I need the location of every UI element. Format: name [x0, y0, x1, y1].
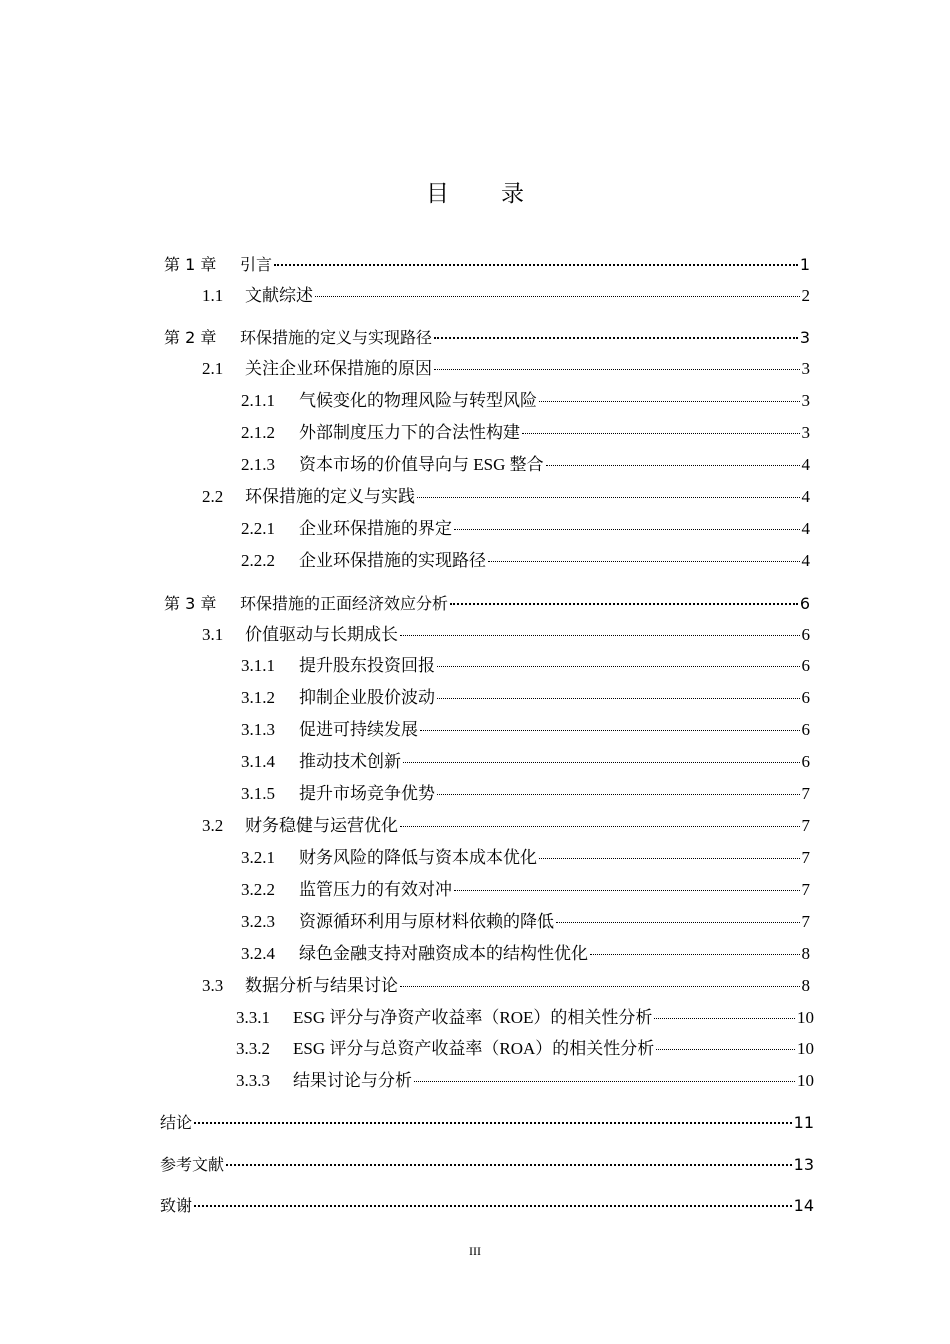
- toc-entry-page: 1: [799, 255, 810, 274]
- toc-entry-title: 数据分析与结果讨论: [245, 976, 398, 995]
- toc-entry[interactable]: [241, 387, 810, 412]
- toc-entry-title: 气候变化的物理风险与转型风险: [299, 391, 537, 410]
- toc-entry-page: 7: [801, 880, 810, 899]
- page-title: 目录: [426, 181, 576, 207]
- toc-entry-number: 3.1.2: [241, 688, 275, 707]
- toc-entry-page: 10: [797, 1071, 814, 1090]
- toc-entry-title: 抑制企业股价波动: [299, 688, 435, 707]
- toc-entry-title: 推动技术创新: [299, 752, 401, 771]
- toc-entry[interactable]: [241, 419, 810, 444]
- toc-entry[interactable]: [202, 483, 810, 508]
- toc-entry-number: 3.3.3: [236, 1071, 270, 1090]
- toc-entry-page: 2: [801, 286, 810, 305]
- toc-entry-number: 1.1: [202, 286, 224, 305]
- toc-dot-leader: [454, 511, 800, 530]
- toc-entry-page: 6: [801, 688, 810, 707]
- toc-entry-number: 2.2.1: [241, 519, 275, 538]
- toc-entry-title: 提升市场竞争优势: [299, 784, 435, 803]
- toc-entry-title: 参考文献: [160, 1155, 225, 1174]
- toc-entry-page: 6: [801, 720, 810, 739]
- toc-dot-leader: [434, 319, 798, 339]
- toc-entry-number: 2.1.1: [241, 391, 275, 410]
- toc-entry-page: 3: [801, 359, 810, 378]
- toc-entry-page: 6: [801, 625, 810, 644]
- toc-entry[interactable]: [202, 282, 810, 307]
- toc-entry-page: 7: [801, 912, 810, 931]
- toc-entry-number: 3.2: [202, 816, 224, 835]
- toc-entry-page: 4: [801, 487, 810, 506]
- toc-entry-number: 2.1.2: [241, 423, 275, 442]
- toc-entry[interactable]: [241, 451, 810, 476]
- toc-dot-leader: [556, 904, 800, 923]
- toc-dot-leader: [400, 968, 800, 987]
- toc-entry-number: 2.2: [202, 487, 224, 506]
- toc-entry-number: 3.1.5: [241, 784, 275, 803]
- toc-entry-title: 引言: [240, 255, 273, 274]
- toc-entry[interactable]: [241, 844, 810, 869]
- toc-dot-leader: [450, 585, 798, 605]
- toc-entry-page: 4: [801, 551, 810, 570]
- toc-dot-leader: [654, 1000, 795, 1019]
- toc-entry-number: 2.1: [202, 359, 224, 378]
- toc-entry[interactable]: [241, 908, 810, 933]
- toc-entry[interactable]: [164, 323, 810, 349]
- toc-entry-number: 第 1 章: [164, 255, 217, 274]
- toc-entry-title: 企业环保措施的实现路径: [299, 551, 486, 570]
- toc-entry-title: 资源循环利用与原材料依赖的降低: [299, 912, 554, 931]
- toc-entry-number: 3.1: [202, 625, 224, 644]
- toc-entry-title: 企业环保措施的界定: [299, 519, 452, 538]
- toc-entry-page: 8: [801, 976, 810, 995]
- toc-entry-title: 结果讨论与分析: [293, 1071, 412, 1090]
- toc-dot-leader: [454, 872, 800, 891]
- toc-entry-number: 3.2.3: [241, 912, 275, 931]
- toc-entry[interactable]: [241, 684, 810, 709]
- toc-entry-page: 6: [801, 656, 810, 675]
- toc-entry[interactable]: [160, 1150, 814, 1176]
- toc-entry-page: 10: [797, 1039, 814, 1058]
- toc-entry-title: 结论: [160, 1113, 193, 1132]
- toc-entry-title: 关注企业环保措施的原因: [245, 359, 432, 378]
- toc-entry[interactable]: [160, 1108, 814, 1134]
- toc-entry-number: 3.1.1: [241, 656, 275, 675]
- toc-dot-leader: [437, 680, 800, 699]
- toc-entry-page: 3: [801, 423, 810, 442]
- toc-entry[interactable]: [202, 812, 810, 837]
- toc-entry[interactable]: [241, 940, 810, 965]
- toc-entry-title: 促进可持续发展: [299, 720, 418, 739]
- toc-entry-title: 文献综述: [245, 286, 313, 305]
- toc-entry-title: 价值驱动与长期成长: [245, 625, 398, 644]
- toc-dot-leader: [539, 383, 800, 402]
- toc-entry-title: 绿色金融支持对融资成本的结构性优化: [299, 944, 588, 963]
- toc-dot-leader: [420, 712, 800, 731]
- toc-dot-leader: [414, 1063, 795, 1082]
- toc-entry-number: 3.2.4: [241, 944, 275, 963]
- toc-dot-leader: [274, 246, 798, 266]
- toc-entry-number: 第 2 章: [164, 328, 217, 347]
- toc-entry[interactable]: [202, 972, 810, 997]
- toc-entry[interactable]: [202, 355, 810, 380]
- toc-entry[interactable]: [236, 1004, 814, 1029]
- toc-entry-number: 3.3: [202, 976, 224, 995]
- toc-dot-leader: [226, 1146, 792, 1166]
- toc-entry-page: 6: [801, 752, 810, 771]
- toc-entry[interactable]: [241, 748, 810, 773]
- toc-entry-page: 7: [801, 816, 810, 835]
- toc-entry[interactable]: [164, 589, 810, 615]
- page-number: III: [469, 1244, 481, 1258]
- toc-dot-leader: [656, 1031, 795, 1050]
- toc-entry-page: 3: [801, 391, 810, 410]
- toc-entry[interactable]: [241, 780, 810, 805]
- toc-entry-title: 资本市场的价值导向与 ESG 整合: [299, 455, 544, 474]
- toc-dot-leader: [417, 479, 800, 498]
- toc-dot-leader: [434, 351, 800, 370]
- toc-entry[interactable]: [241, 876, 810, 901]
- toc-entry-title: ESG 评分与总资产收益率（ROA）的相关性分析: [293, 1039, 655, 1058]
- toc-entry-title: 致谢: [160, 1196, 193, 1215]
- toc-dot-leader: [539, 840, 800, 859]
- toc-entry[interactable]: [241, 547, 810, 572]
- toc-entry-number: 3.2.1: [241, 848, 275, 867]
- toc-entry-page: 4: [801, 519, 810, 538]
- toc-dot-leader: [403, 744, 800, 763]
- toc-entry-page: 13: [793, 1155, 814, 1174]
- toc-entry-number: 3.3.2: [236, 1039, 270, 1058]
- toc-entry[interactable]: [160, 1191, 814, 1217]
- toc-entry-title: 环保措施的定义与实践: [245, 487, 415, 506]
- toc-entry-page: 4: [801, 455, 810, 474]
- toc-entry-number: 第 3 章: [164, 594, 217, 613]
- toc-entry-page: 7: [801, 784, 810, 803]
- toc-dot-leader: [522, 415, 800, 434]
- toc-entry-page: 14: [793, 1196, 814, 1215]
- toc-entry-page: 8: [801, 944, 810, 963]
- toc-entry-page: 11: [793, 1113, 814, 1132]
- toc-entry-number: 3.3.1: [236, 1008, 270, 1027]
- toc-dot-leader: [194, 1187, 792, 1207]
- toc-entry-number: 2.2.2: [241, 551, 275, 570]
- toc-entry-title: ESG 评分与净资产收益率（ROE）的相关性分析: [293, 1008, 653, 1027]
- toc-entry-page: 10: [797, 1008, 814, 1027]
- toc-dot-leader: [400, 617, 800, 636]
- toc-entry-page: 6: [799, 594, 810, 613]
- toc-entry-number: 3.2.2: [241, 880, 275, 899]
- toc-entry-page: 7: [801, 848, 810, 867]
- toc-dot-leader: [400, 808, 800, 827]
- toc-entry[interactable]: [241, 515, 810, 540]
- toc-dot-leader: [546, 447, 800, 466]
- toc-entry[interactable]: [236, 1035, 814, 1060]
- toc-entry-number: 3.1.3: [241, 720, 275, 739]
- toc-entry-title: 环保措施的正面经济效应分析: [240, 594, 449, 613]
- toc-entry[interactable]: [164, 250, 810, 276]
- toc-entry-title: 财务风险的降低与资本成本优化: [299, 848, 537, 867]
- toc-entry-title: 监管压力的有效对冲: [299, 880, 452, 899]
- toc-dot-leader: [437, 648, 800, 667]
- toc-entry-number: 3.1.4: [241, 752, 275, 771]
- toc-entry[interactable]: [241, 652, 810, 677]
- toc-dot-leader: [315, 278, 800, 297]
- toc-entry-title: 财务稳健与运营优化: [245, 816, 398, 835]
- toc-dot-leader: [590, 936, 800, 955]
- toc-entry-title: 提升股东投资回报: [299, 656, 435, 675]
- toc-entry[interactable]: [236, 1067, 814, 1092]
- toc-dot-leader: [194, 1104, 792, 1124]
- toc-dot-leader: [488, 543, 800, 562]
- toc-entry-title: 环保措施的定义与实现路径: [240, 328, 433, 347]
- toc-entry[interactable]: [202, 621, 810, 646]
- toc-entry-page: 3: [799, 328, 810, 347]
- toc-entry[interactable]: [241, 716, 810, 741]
- toc-entry-title: 外部制度压力下的合法性构建: [299, 423, 520, 442]
- toc-entry-number: 2.1.3: [241, 455, 275, 474]
- toc-dot-leader: [437, 776, 800, 795]
